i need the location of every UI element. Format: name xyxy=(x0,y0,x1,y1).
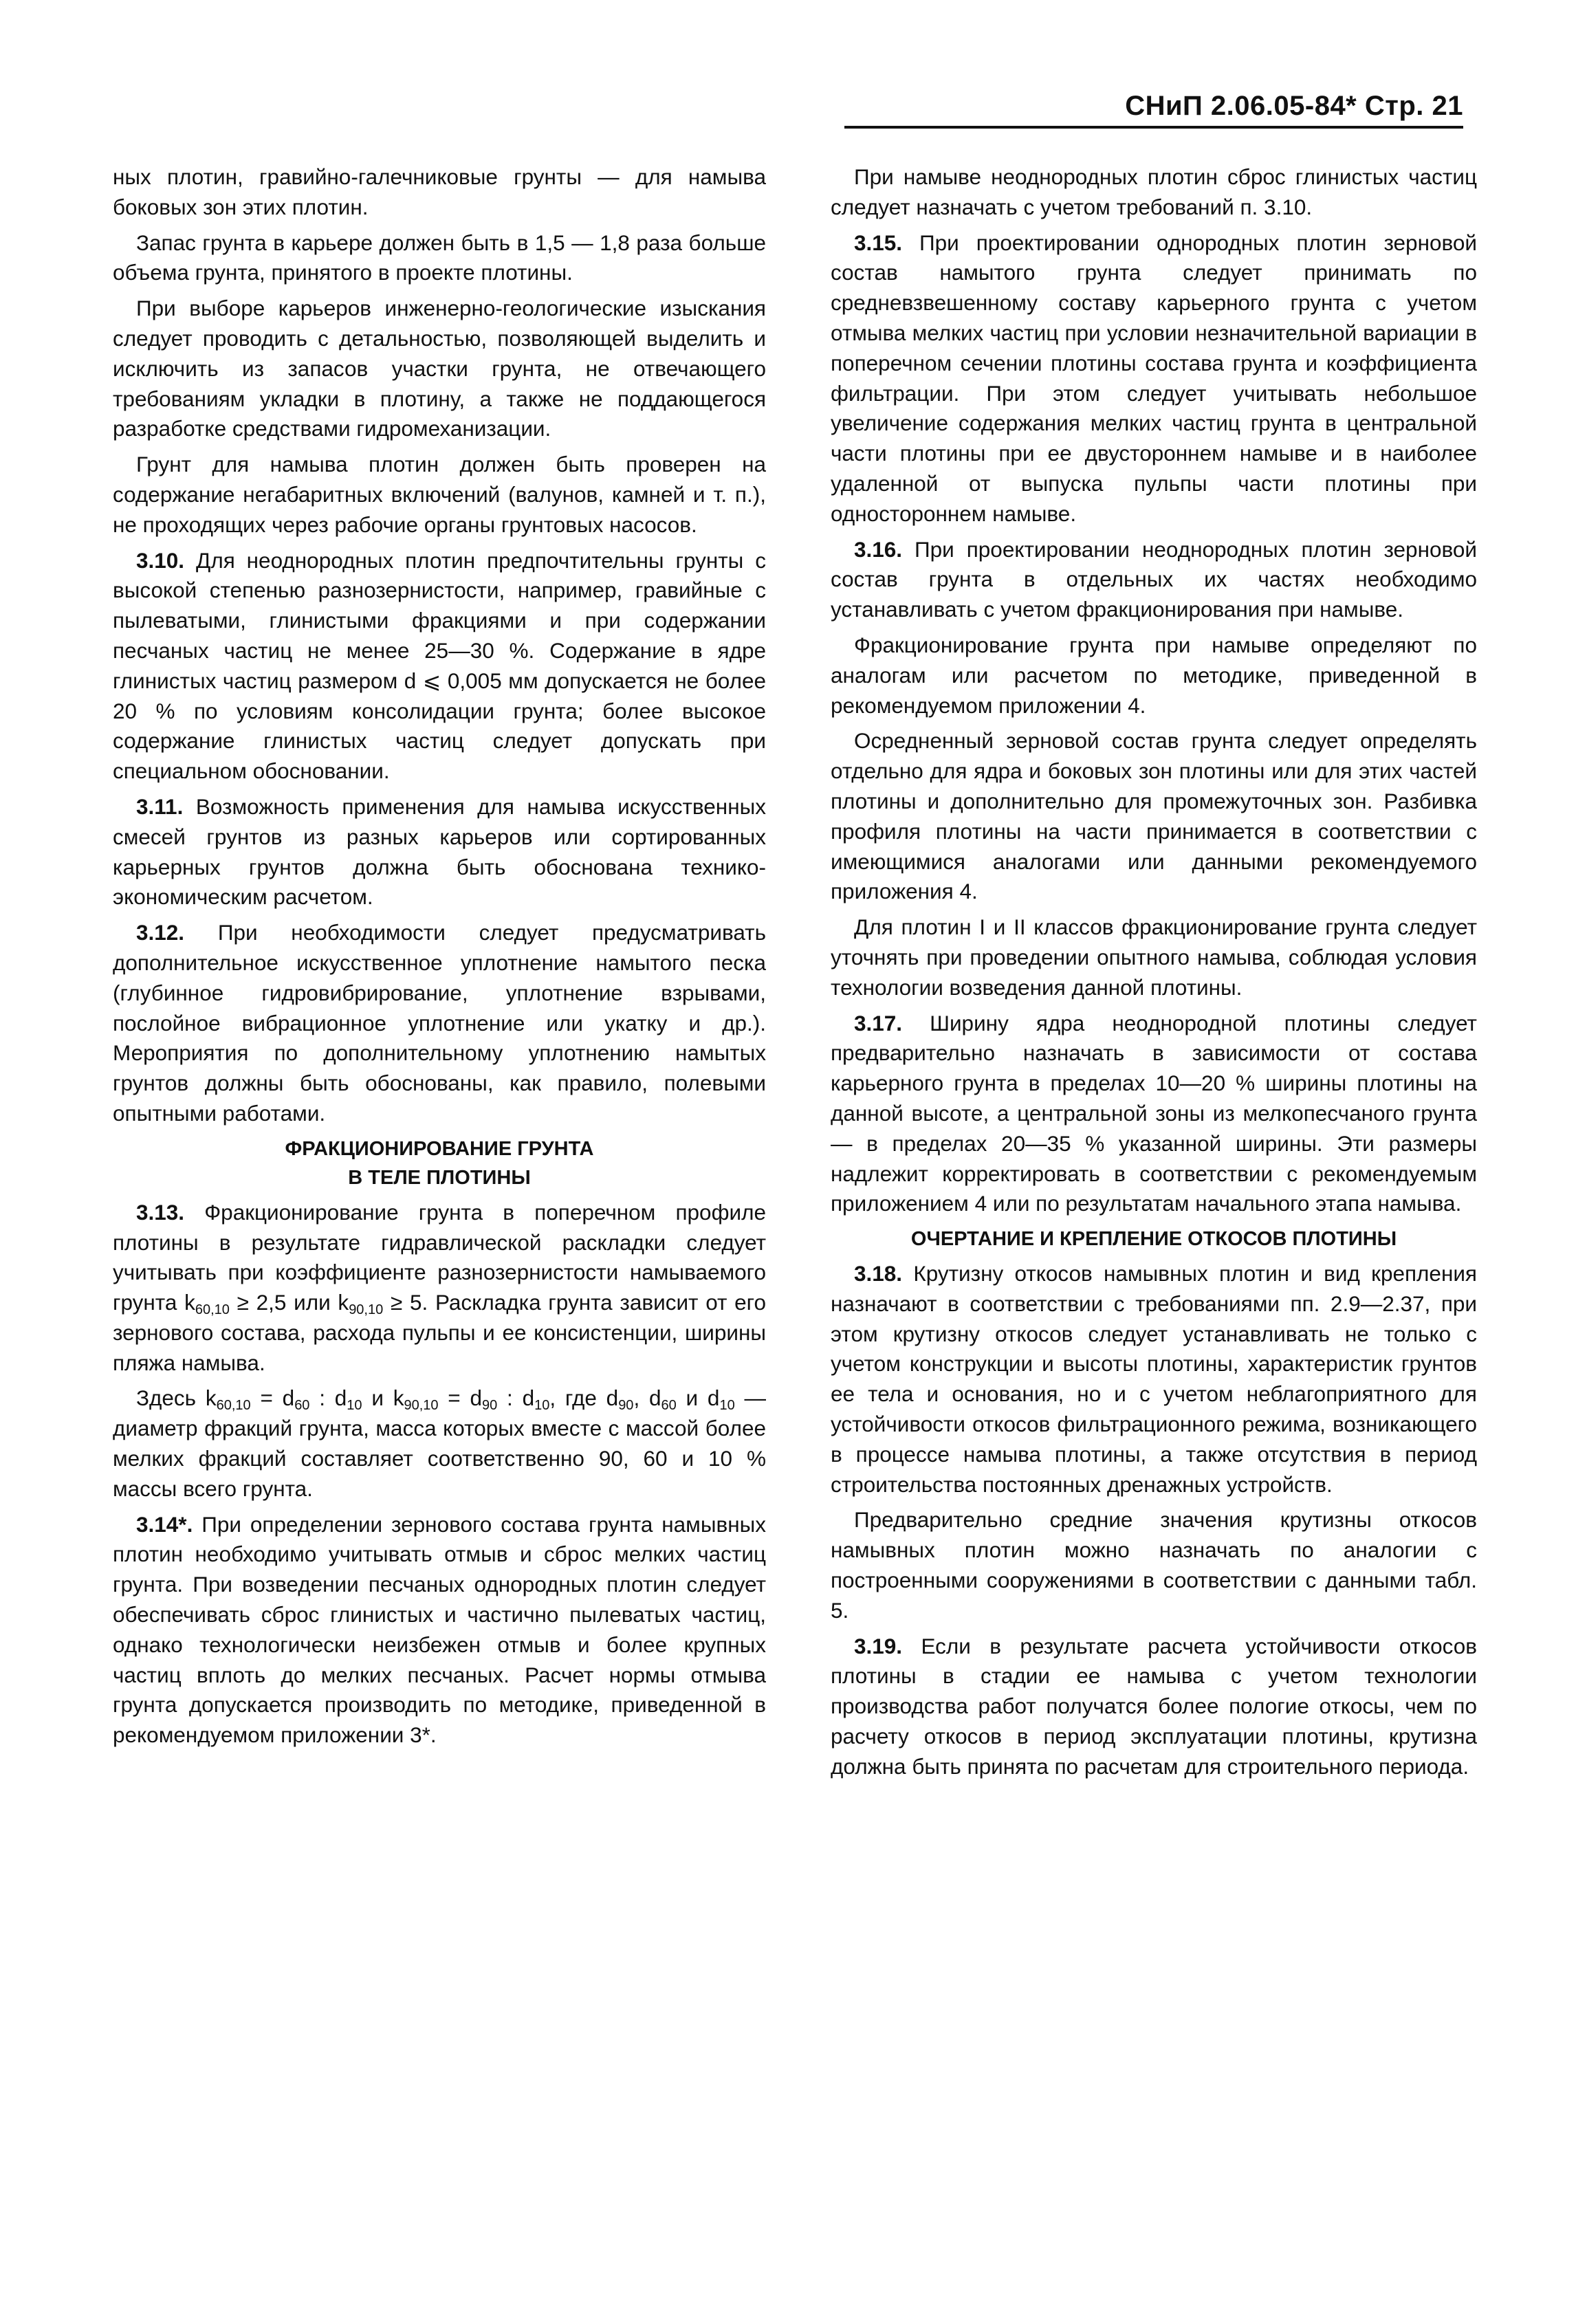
formula-text: Здесь k xyxy=(136,1385,217,1411)
formula-text: , где d xyxy=(549,1385,619,1411)
subscript: 60 xyxy=(294,1398,310,1414)
formula-text: = d xyxy=(438,1385,483,1411)
paragraph-3-16 xyxy=(831,535,1477,625)
subscript: 90 xyxy=(618,1398,634,1414)
clause-number: 3.17. xyxy=(854,1010,903,1035)
clause-text: При проектировании неоднородных плотин зерновой состав грунта в отдельных их частях необходимо устанавливать с учетом фракционирования при намыве. xyxy=(831,536,1477,622)
formula-text: : d xyxy=(309,1385,347,1411)
page-header: СНиП 2.06.05-84* Стр. 21 xyxy=(844,91,1463,129)
left-column xyxy=(113,162,766,1756)
paragraph: Предварительно средние значения крутизны откосов намывных плотин можно назначать по аналогии с построенными сооружениями в соответствии с данными табл. 5. xyxy=(831,1507,1477,1623)
paragraph: Для плотин I и II классов фракционирование грунта следует уточнять при проведении опытного намыва, соблюдая условия технологии возведения данной плотины. xyxy=(831,914,1477,1000)
formula-text: = d xyxy=(250,1385,295,1411)
paragraph-3-11 xyxy=(113,792,766,912)
subscript: 90 xyxy=(482,1398,498,1414)
clause-number: 3.19. xyxy=(854,1633,903,1658)
clause-number: 3.13. xyxy=(136,1199,185,1225)
clause-text: Фракционирование грунта в поперечном профиле плотины в результате гидравлической раскладки следует учитывать при коэффициенте разнозернистости намываемого грунта k xyxy=(113,1199,766,1315)
subscript: 60 xyxy=(661,1398,677,1414)
paragraph-3-12 xyxy=(113,918,766,1129)
clause-number: 3.11. xyxy=(136,793,184,819)
section-heading-fractionation xyxy=(113,1134,766,1192)
paragraph-3-13 xyxy=(113,1198,766,1379)
formula-text: : d xyxy=(497,1385,535,1411)
paragraph: Запас грунта в карьере должен быть в 1,5 — 1,8 раза больше объема грунта, принятого в проекте плотины. xyxy=(113,230,766,285)
clause-text: Возможность применения для намыва искусственных смесей грунтов из разных карьеров или сортированных карьерных грунтов должна быть обоснована технико-экономическим расчетом. xyxy=(113,793,766,910)
heading-line: ФРАКЦИОНИРОВАНИЕ ГРУНТА xyxy=(285,1137,594,1160)
clause-number: 3.15. xyxy=(854,230,903,255)
subscript: 60,10 xyxy=(195,1302,230,1318)
paragraph-3-14 xyxy=(113,1510,766,1751)
subscript: 90,10 xyxy=(404,1398,439,1414)
paragraph: Осредненный зерновой состав грунта следует определять отдельно для ядра и боковых зон плотины или для этих частей плотины и дополнительно для промежуточных зон. Разбивка профиля плотины на части принимается в соответствии с имеющимися аналогами или данными рекомендуемого приложения 4. xyxy=(831,728,1477,904)
subscript: 10 xyxy=(534,1398,550,1414)
paragraph-3-17 xyxy=(831,1009,1477,1220)
clause-text: Крутизну откосов намывных плотин и вид крепления назначают в соответствии с требованиями пп. 2.9—2.37, при этом крутизну откосов следует устанавливать не только с учетом конструкции и высоты плотины, характеристик грунтов ее тела и основания, но и с учетом неблагоприятного для устойчивости откосов фильтрационного режима, возникающего в процессе намыва плотины, а также отсутствия в период строительства постоянных дренажных устройств. xyxy=(831,1261,1477,1497)
clause-text: Если в результате расчета устойчивости откосов плотины в стадии ее намыва с учетом технологии производства работ получатся более пологие откосы, чем по расчету откосов в период эксплуатации плотины, крутизна должна быть принята по расчетам для строительного периода. xyxy=(831,1633,1477,1779)
formula-text: — диаметр фракций грунта, масса которых вместе с массой более мелких фракций составляет соответственно 90, 60 и 10 % массы всего грунта. xyxy=(113,1385,766,1501)
formula-text: и d xyxy=(676,1385,720,1411)
formula-text: , d xyxy=(633,1385,661,1411)
formula-text: и k xyxy=(362,1385,404,1411)
paragraph: Грунт для намыва плотин должен быть проверен на содержание негабаритных включений (валунов, камней и т. п.), не проходящих через рабочие органы грунтовых насосов. xyxy=(113,452,766,537)
clause-number: 3.10. xyxy=(136,547,185,573)
heading-line: В ТЕЛЕ ПЛОТИНЫ xyxy=(348,1166,531,1189)
clause-number: 3.12. xyxy=(136,920,185,945)
paragraph-3-15 xyxy=(831,228,1477,529)
subscript: 10 xyxy=(719,1398,735,1414)
paragraph-3-18 xyxy=(831,1259,1477,1500)
clause-text: Ширину ядра неоднородной плотины следует предварительно назначать в зависимости от состава карьерного грунта в пределах 10—20 % ширины плотины на данной высоте, а центральной зоны из мелкопесчаного грунта — в пределах 20—35 % указанной ширины. Эти размеры надлежит корректировать в соответствии с рекомендуемым приложением 4 или по результатам начального этапа намыва. xyxy=(831,1010,1477,1216)
subscript: 60,10 xyxy=(216,1398,251,1414)
section-heading-slopes: ОЧЕРТАНИЕ И КРЕПЛЕНИЕ ОТКОСОВ ПЛОТИНЫ xyxy=(910,1228,1397,1251)
paragraph: Фракционирование грунта при намыве определяют по аналогам или расчетом по методике, приведенной в рекомендуемом приложении 4. xyxy=(831,632,1477,718)
paragraph-3-19 xyxy=(831,1632,1477,1782)
paragraph: ных плотин, гравийно-галечниковые грунты — для намыва боковых зон этих плотин. xyxy=(113,164,766,219)
paragraph-3-10 xyxy=(113,546,766,787)
clause-text: ≥ 5. Раскладка грунта зависит от его зернового состава, расхода пульпы и ее консистенции, ширины пляжа намыва. xyxy=(113,1290,766,1375)
paragraph-formula xyxy=(113,1383,766,1504)
clause-text: При проектировании однородных плотин зерновой состав намытого грунта следует принимать по средневзвешенному составу карьерного грунта с учетом отмыва мелких частиц при условии незначительной вариации в поперечном сечении плотины состава грунта и коэффициента фильтрации. При этом следует учитывать небольшое увеличение содержания мелких частиц грунта в центральной части плотины при ее двустороннем намыве и в наиболее удаленной от выпуска пульпы части плотины при одностороннем намыве. xyxy=(831,230,1477,526)
subscript: 10 xyxy=(347,1398,362,1414)
paragraph: При выборе карьеров инженерно-геологические изыскания следует проводить с детальностью, позволяющей выделить и исключить из запасов участки грунта, не отвечающего требованиям укладки в плотину, а также не поддающегося разработке средствами гидромеханизации. xyxy=(113,296,766,441)
clause-number: 3.16. xyxy=(854,536,903,562)
paragraph: При намыве неоднородных плотин сброс глинистых частиц следует назначать с учетом требований п. 3.10. xyxy=(831,164,1477,219)
right-column xyxy=(831,162,1477,1788)
clause-number: 3.18. xyxy=(854,1261,903,1286)
clause-number: 3.14*. xyxy=(136,1511,193,1537)
subscript: 90,10 xyxy=(349,1302,384,1318)
clause-text: Для неоднородных плотин предпочтительны грунты с высокой степенью разнозернистости, например, гравийные с пылеватыми, глинистыми фракциями и при содержании песчаных частиц не менее 25—30 %. Содержание в ядре глинистых частиц размером d ⩽ 0,005 мм допускается не более 20 % по условиям консолидации грунта; более высокое содержание глинистых частиц следует допускать при специальном обосновании. xyxy=(113,547,766,784)
clause-text: При определении зернового состава грунта намывных плотин необходимо учитывать отмыв и сброс мелких частиц грунта. При возведении песчаных однородных плотин следует обеспечивать сброс глинистых и частично пылеватых частиц, однако технологически неизбежен отмыв и более крупных частиц вплоть до мелких песчаных. Расчет нормы отмыва грунта допускается производить по методике, приведенной в рекомендуемом приложении 3*. xyxy=(113,1511,766,1748)
clause-text: ≥ 2,5 или k xyxy=(229,1290,349,1315)
clause-text: При необходимости следует предусматривать дополнительное искусственное уплотнение намытого песка (глубинное гидровибрирование, уплотнение взрывами, послойное вибрационное уплотнение или укатку и др.). Мероприятия по дополнительному уплотнению намытых грунтов должны быть обоснованы, как правило, полевыми опытными работами. xyxy=(113,920,766,1126)
